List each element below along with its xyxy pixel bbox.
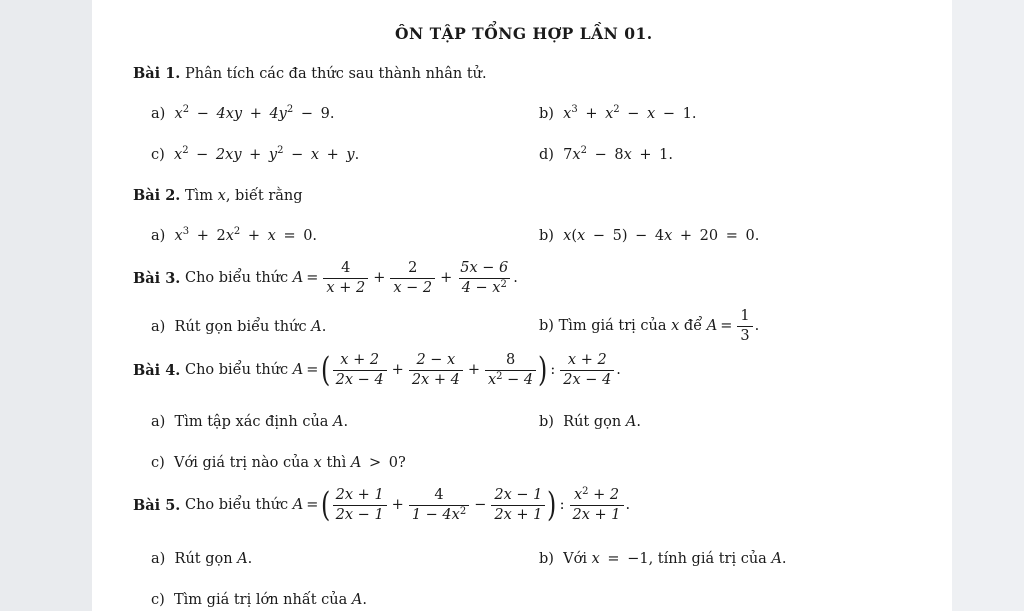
bai5-heading: Bài 5. Cho biểu thức A = ( $\frac{2x + 1}{2x - 1}$ + $\frac{4}{1 - 4x^2}$ − $\frac{2x - 1}{2x + 1}$ ) : $\frac{x^2 + 2}{2x + 1}$ . [133,485,631,526]
bai4-part-b: b) Rút gọn A. [539,414,641,430]
bai2-part-b: b) x(x − 5) − 4x + 20 = 0. [539,228,760,244]
bai5-part-c: c) Tìm giá trị lớn nhất của A. [151,592,367,608]
bai4-part-a: a) Tìm tập xác định của A. [151,414,349,430]
bai5-part-b: b) Với x = −1, tính giá trị của A. [539,551,787,567]
bai3-part-b: b) Tìm giá trị của x để A = $\frac{1}{3}$ . [539,308,760,344]
viewer-gutter [952,0,1024,611]
bai4-part-c: c) Với giá trị nào của x thì A > 0? [151,455,406,471]
bai1-heading: Bài 1. Phân tích các đa thức sau thành nhân tử. [133,65,487,82]
bai2-part-a: a) $x^3 + 2x^2 + x = 0$. [151,226,318,244]
bai3-heading: Bài 3. Cho biểu thức A = $\frac{4}{x + 2}$ + $\frac{2}{x - 2}$ + $\frac{5x - 6}{4 - x^2}$ . [133,260,518,296]
bai5-part-a: a) Rút gọn A. [151,551,253,567]
bai1-part-b: b) $x^3 + x^2 - x - 1$. [539,104,697,122]
bai1-part-c: c) $x^2 - 2xy + y^2 - x + y$. [151,145,360,163]
bai1-part-d: d) $7x^2 - 8x + 1$. [539,145,673,163]
bai1-part-a: a) $x^2 - 4xy + 4y^2 - 9$. [151,104,335,122]
page-title: ÔN TẬP TỔNG HỢP LẦN 01. [395,24,653,43]
bai3-part-a: a) Rút gọn biểu thức A. [151,319,327,335]
bai2-heading: Bài 2. Tìm x, biết rằng [133,187,303,204]
bai4-heading: Bài 4. Cho biểu thức A = ( $\frac{x + 2}{2x - 4}$ + $\frac{2 - x}{2x + 4}$ + $\frac{8}{x^2 - 4}$ ) : $\frac{x + 2}{2x - 4}$ . [133,350,621,391]
